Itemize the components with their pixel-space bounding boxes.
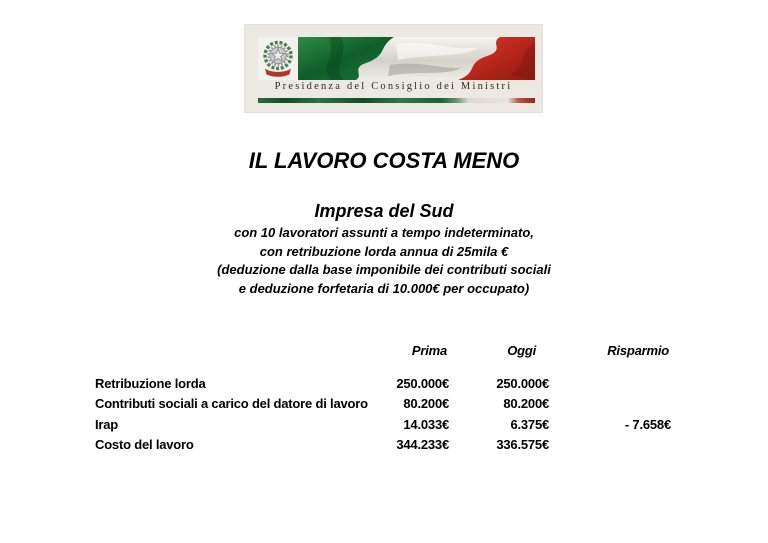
tricolor-stripe [258,98,535,103]
italy-emblem-icon [258,37,298,80]
value-oggi: 6.375€ [510,416,549,432]
value-prima: 344.233€ [396,437,449,453]
value-oggi: 80.200€ [503,396,549,412]
subtitle-impresa-del-sud: Impresa del Sud [314,201,454,221]
logo-caption: Presidenza del Consiglio dei Ministri [274,81,513,92]
table-row [95,374,672,394]
description-line: e deduzione forfetaria di 10.000€ per occupato) [238,280,530,296]
italy-flag-icon [298,37,535,80]
table-row [95,414,672,434]
table-row [95,434,672,454]
description-line: con 10 lavoratori assunti a tempo indeterminato, [234,225,534,240]
table-header-row [95,340,672,360]
column-header-oggi: Oggi [507,342,536,358]
value-risparmio: - 7.658€ [624,416,671,432]
column-header-prima: Prima [411,342,447,358]
value-prima: 14.033€ [403,416,449,432]
row-label: Contributi sociali a carico del datore di lavoro [95,396,368,412]
value-prima: 250.000€ [396,376,449,392]
row-label: Irap [95,416,119,432]
logo-presidenza-consiglio-ministri [244,24,543,113]
description-block [0,224,768,298]
value-oggi: 250.000€ [496,376,549,392]
labor-cost-table [95,340,672,455]
row-label: Retribuzione lorda [95,376,206,392]
description-line: con retribuzione lorda annua di 25mila € [259,243,509,259]
value-prima: 80.200€ [403,396,449,412]
value-oggi: 336.575€ [496,437,549,453]
logo-media [258,37,535,80]
column-header-risparmio: Risparmio [607,342,669,358]
table-row [95,394,672,414]
description-line: (deduzione dalla base imponibile dei contributi sociali [217,262,551,277]
row-label: Costo del lavoro [95,437,194,453]
page-title: IL LAVORO COSTA MENO [248,148,520,173]
